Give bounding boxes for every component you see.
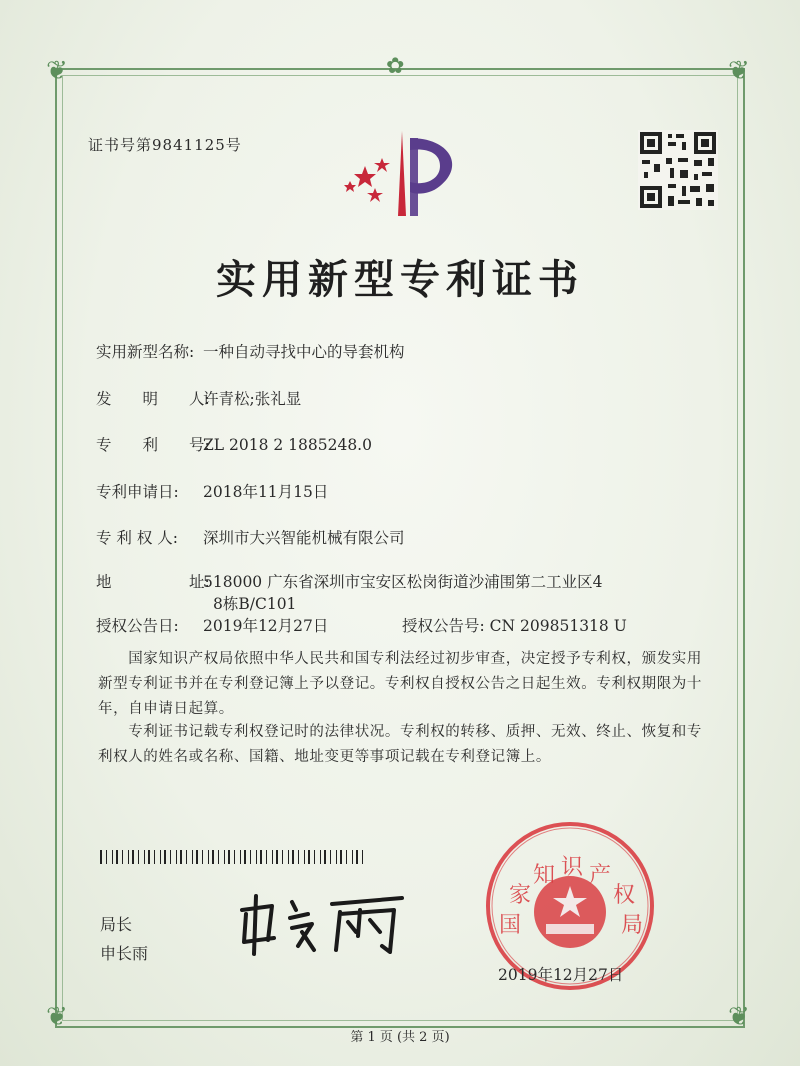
- field-label: 授权公告日:: [96, 617, 179, 635]
- field-address: [96, 570, 602, 592]
- field-inventor: [96, 387, 301, 409]
- field-patent-number: [96, 433, 372, 455]
- cnipa-logo-icon: [340, 126, 470, 222]
- field-value: 518000 广东省深圳市宝安区松岗街道沙浦围第二工业区4: [203, 573, 603, 591]
- field-label: 专 利 权 人:: [96, 529, 179, 547]
- director-title: 局长: [100, 915, 133, 934]
- corner-ornament-icon: ❦: [728, 56, 750, 86]
- field-filing-date: [96, 480, 328, 502]
- field-label: 专利申请日:: [96, 483, 179, 501]
- corner-ornament-icon: ❦: [728, 1002, 750, 1032]
- field-grant-number: [402, 614, 627, 636]
- field-value: CN 209851318 U: [489, 617, 627, 635]
- field-patentee: [96, 526, 405, 548]
- field-label: 实用新型名称:: [96, 343, 195, 361]
- seal-text: 国 家 知 识 产 权 局: [499, 855, 644, 938]
- certificate-title: 实用新型专利证书: [216, 256, 584, 303]
- field-value: 深圳市大兴智能机械有限公司: [203, 529, 405, 547]
- top-ornament-icon: ✿: [386, 54, 405, 79]
- field-value: 许青松;张礼显: [203, 390, 302, 408]
- corner-ornament-icon: ❦: [46, 56, 68, 86]
- field-label: 地 址:: [96, 573, 210, 591]
- seal-date: 2019年12月27日: [498, 966, 624, 984]
- field-value: 2019年12月27日: [203, 617, 329, 635]
- certificate-number: 证书号第9841125号: [88, 136, 242, 154]
- director-name: 申长雨: [100, 944, 149, 963]
- barcode-icon: [100, 850, 365, 864]
- page-footer: 第 1 页 (共 2 页): [350, 1030, 450, 1045]
- director-signature: [232, 888, 412, 958]
- field-grant-date: [96, 614, 328, 636]
- corner-ornament-icon: ❦: [46, 1002, 68, 1032]
- field-label: 授权公告号:: [402, 617, 485, 635]
- legal-status-paragraph: 专利证书记载专利权登记时的法律状况。专利权的转移、质押、无效、终止、恢复和专利权人的姓名或名称、国籍、地址变更等事项记载在专利登记簿上。: [98, 724, 702, 765]
- field-label: 发 明 人:: [96, 390, 210, 408]
- field-value: 一种自动寻找中心的导套机构: [203, 343, 405, 361]
- grant-statement-paragraph: 国家知识产权局依照中华人民共和国专利法经过初步审查，决定授予专利权，颁发实用新型专利证书并在专利登记簿上予以登记。专利权自授权公告之日起生效。专利权期限为十年，自申请日起算。: [98, 651, 702, 717]
- field-label: 专 利 号:: [96, 436, 210, 454]
- qr-code-icon: [638, 130, 718, 210]
- field-utility-model-name: [96, 340, 405, 362]
- field-value: 2018年11月15日: [203, 483, 329, 501]
- field-address-continuation: 8栋B/C101: [213, 595, 297, 613]
- field-value: ZL 2018 2 1885248.0: [203, 436, 372, 454]
